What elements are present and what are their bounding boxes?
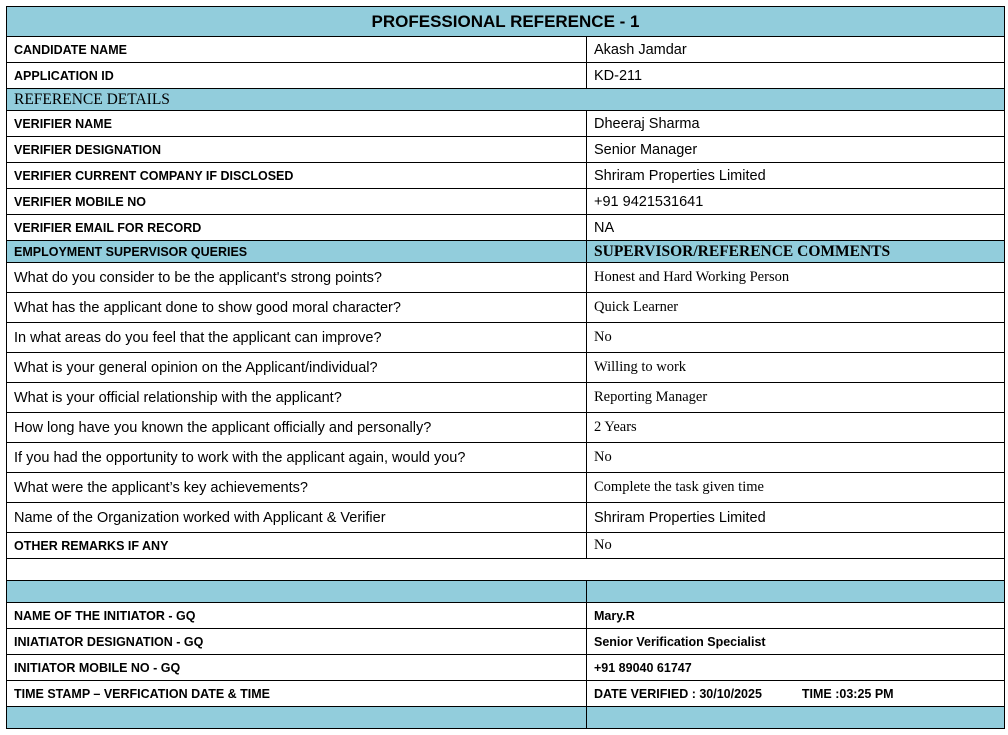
- query-question: What do you consider to be the applicant's strong points?: [7, 263, 587, 293]
- candidate-name-label: CANDIDATE NAME: [7, 37, 587, 63]
- initiator-designation-value: Senior Verification Specialist: [587, 629, 1005, 655]
- initiator-designation-row: [7, 629, 1005, 655]
- initiator-header-left: [7, 581, 587, 603]
- verifier-email-row: [7, 215, 1005, 241]
- verifier-mobile-value: +91 9421531641: [587, 189, 1005, 215]
- query-answer: Quick Learner: [587, 293, 1005, 323]
- application-id-row: [7, 63, 1005, 89]
- verifier-mobile-row: [7, 189, 1005, 215]
- verifier-email-value: NA: [587, 215, 1005, 241]
- query-row: [7, 323, 1005, 353]
- queries-header-row: [7, 241, 1005, 263]
- initiator-header-right: [587, 581, 1005, 603]
- verifier-name-value: Dheeraj Sharma: [587, 111, 1005, 137]
- query-row: [7, 383, 1005, 413]
- query-question: What has the applicant done to show good moral character?: [7, 293, 587, 323]
- verified-time: TIME :03:25 PM: [801, 686, 894, 701]
- initiator-mobile-label: INITIATOR MOBILE NO - GQ: [7, 655, 587, 681]
- verifier-mobile-label: VERIFIER MOBILE NO: [7, 189, 587, 215]
- queries-header-right: SUPERVISOR/REFERENCE COMMENTS: [587, 241, 1005, 263]
- verifier-designation-row: [7, 137, 1005, 163]
- query-row: [7, 263, 1005, 293]
- application-id-label: APPLICATION ID: [7, 63, 587, 89]
- query-answer: No: [587, 443, 1005, 473]
- query-answer: Honest and Hard Working Person: [587, 263, 1005, 293]
- candidate-name-row: [7, 37, 1005, 63]
- queries-header-left: EMPLOYMENT SUPERVISOR QUERIES: [7, 241, 587, 263]
- query-row: [7, 443, 1005, 473]
- other-remarks-label: OTHER REMARKS IF ANY: [7, 533, 587, 559]
- query-question: How long have you known the applicant officially and personally?: [7, 413, 587, 443]
- footer-right: [587, 707, 1005, 729]
- initiator-name-row: [7, 603, 1005, 629]
- initiator-mobile-row: [7, 655, 1005, 681]
- other-remarks-value: No: [587, 533, 1005, 559]
- initiator-header-row: [7, 581, 1005, 603]
- query-question: What is your general opinion on the Applicant/individual?: [7, 353, 587, 383]
- reference-details-row: [7, 89, 1005, 111]
- timestamp-label: TIME STAMP – VERFICATION DATE & TIME: [7, 681, 587, 707]
- verifier-name-label: VERIFIER NAME: [7, 111, 587, 137]
- form-title: PROFESSIONAL REFERENCE - 1: [7, 7, 1005, 37]
- query-answer: No: [587, 323, 1005, 353]
- verifier-designation-label: VERIFIER DESIGNATION: [7, 137, 587, 163]
- blank-row: [7, 559, 1005, 581]
- query-row: [7, 503, 1005, 533]
- verifier-name-row: [7, 111, 1005, 137]
- verifier-company-value: Shriram Properties Limited: [587, 163, 1005, 189]
- query-answer: 2 Years: [587, 413, 1005, 443]
- other-remarks-row: [7, 533, 1005, 559]
- query-answer: Complete the task given time: [587, 473, 1005, 503]
- initiator-name-value: Mary.R: [587, 603, 1005, 629]
- query-answer: Reporting Manager: [587, 383, 1005, 413]
- verifier-company-row: [7, 163, 1005, 189]
- timestamp-value: [587, 681, 1005, 707]
- verifier-company-label: VERIFIER CURRENT COMPANY IF DISCLOSED: [7, 163, 587, 189]
- query-answer: Shriram Properties Limited: [587, 503, 1005, 533]
- reference-form: [6, 6, 1004, 729]
- query-row: [7, 473, 1005, 503]
- application-id-value: KD-211: [587, 63, 1005, 89]
- query-row: [7, 353, 1005, 383]
- initiator-designation-label: INIATIATOR DESIGNATION - GQ: [7, 629, 587, 655]
- verifier-designation-value: Senior Manager: [587, 137, 1005, 163]
- verified-date: DATE VERIFIED : 30/10/2025: [594, 686, 762, 701]
- reference-details-heading: REFERENCE DETAILS: [7, 89, 1005, 111]
- footer-row: [7, 707, 1005, 729]
- verifier-email-label: VERIFIER EMAIL FOR RECORD: [7, 215, 587, 241]
- query-question: What were the applicant’s key achievements?: [7, 473, 587, 503]
- query-question: What is your official relationship with the applicant?: [7, 383, 587, 413]
- initiator-mobile-value: +91 89040 61747: [587, 655, 1005, 681]
- query-question: If you had the opportunity to work with the applicant again, would you?: [7, 443, 587, 473]
- initiator-name-label: NAME OF THE INITIATOR - GQ: [7, 603, 587, 629]
- title-row: [7, 7, 1005, 37]
- query-row: [7, 293, 1005, 323]
- query-row: [7, 413, 1005, 443]
- candidate-name-value: Akash Jamdar: [587, 37, 1005, 63]
- blank-cell: [7, 559, 1005, 581]
- reference-table: [6, 6, 1005, 729]
- query-question: Name of the Organization worked with Applicant & Verifier: [7, 503, 587, 533]
- query-answer: Willing to work: [587, 353, 1005, 383]
- query-question: In what areas do you feel that the applicant can improve?: [7, 323, 587, 353]
- footer-left: [7, 707, 587, 729]
- timestamp-row: [7, 681, 1005, 707]
